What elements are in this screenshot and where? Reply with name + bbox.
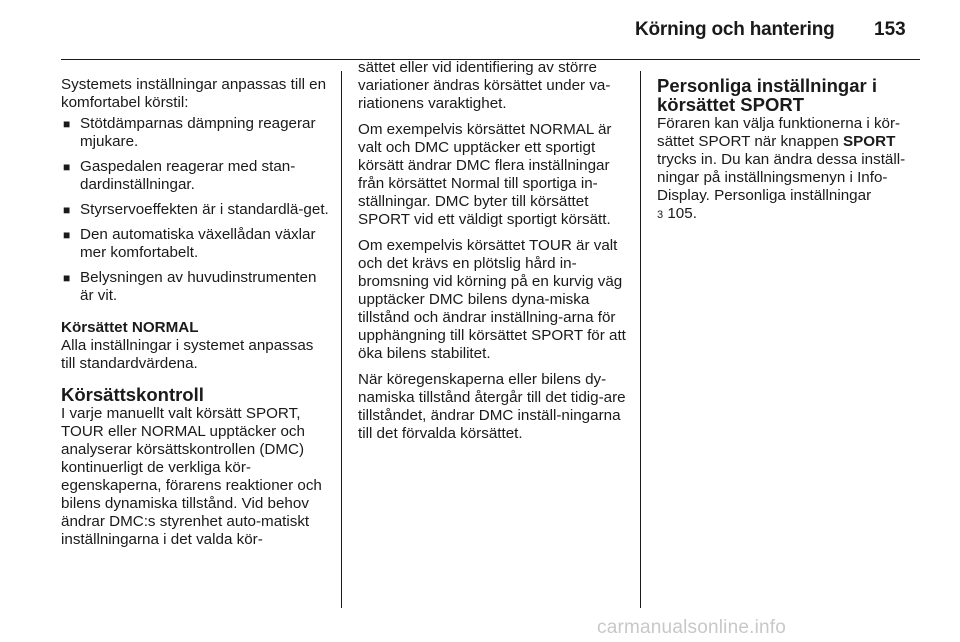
paragraph-continuation: sättet eller vid identifiering av större variationer ändras körsättet under va-riationens varaktighet. [358,59,611,112]
bullet-icon: ■ [63,228,71,242]
column-2 [358,59,628,451]
list-item: ■ Belysningen av huvudinstrumenten är vit. [63,269,317,304]
intro-paragraph: Systemets inställningar anpassas till en komfortabel körstil: [61,76,327,111]
watermark: carmanualsonline.info [597,617,787,638]
bullet-icon: ■ [63,160,71,174]
sport-settings-paragraph: Föraren kan välja funktionerna i kör-sättet SPORT när knappen SPORT trycks in. Du kan ändra dessa inställ-ningar på inställningsmenyn i Info-Display. Personliga inställningar 3 105. [657,115,906,222]
bullet-icon: ■ [63,203,71,217]
bullet-icon: ■ [63,271,71,285]
column-divider-1 [341,71,342,608]
paragraph-return-state: När köregenskaperna eller bilens dy-namiska tillstånd återgår till det tidig-are tillståndet, ändrar DMC inställ-ningarna till det förvalda körsättet. [358,371,626,442]
paragraph-normal-example: Om exempelvis körsättet NORMAL är valt och DMC upptäcker ett sportigt körsätt ändrar DMC flera inställningar från körsättet Normal till sportiga in-ställningar. DMC byter till körsättet SPORT vid ett väldigt sportigt körsätt. [358,121,612,228]
list-item: ■ Styrservoeffekten är i standardlä-get. [63,201,329,218]
column-divider-2 [640,71,641,608]
bullet-icon: ■ [63,117,71,131]
drive-mode-control-paragraph: I varje manuellt valt körsätt SPORT, TOUR eller NORMAL upptäcker och analyserar körsättskontrollen (DMC) kontinuerligt de verkliga kör-egenskaperna, förarens reaktioner och bilens dynamiska tillstånd. Vid behov ändrar DMC:s styrenhet auto-matiskt inställningarna i det valda kör- [61,405,322,548]
column-1 [61,76,331,557]
settings-bullet-list [61,115,331,305]
list-item: ■ Gaspedalen reagerar med stan-dardinställningar. [63,158,296,193]
column-3 [657,76,927,232]
list-item: ■ Den automatiska växellådan växlar mer komfortabelt. [63,226,316,261]
chapter-title: Körning och hantering [635,19,835,40]
page-number: 153 [874,19,906,40]
sport-settings-heading: Personliga inställningar i körsättet SPORT [657,75,877,115]
normal-mode-paragraph: Alla inställningar i systemet anpassas till standardvärdena. [61,337,314,372]
page-reference[interactable]: 105. [667,205,697,222]
page-reference-icon: 3 [657,209,664,221]
drive-mode-control-heading: Körsättskontroll [61,384,204,405]
sport-button-name: SPORT [843,133,896,150]
normal-mode-heading: Körsättet NORMAL [61,319,199,336]
list-item: ■ Stötdämparnas dämpning reagerar mjukare. [63,115,316,150]
paragraph-tour-example: Om exempelvis körsättet TOUR är valt och det krävs en plötslig hård in-bromsning vid körning på en kurvig väg upptäcker DMC bilens dyna-miska tillstånd och ändrar inställning-arna för upphängning till körsättet SPORT för att öka bilens stabilitet. [358,237,626,362]
